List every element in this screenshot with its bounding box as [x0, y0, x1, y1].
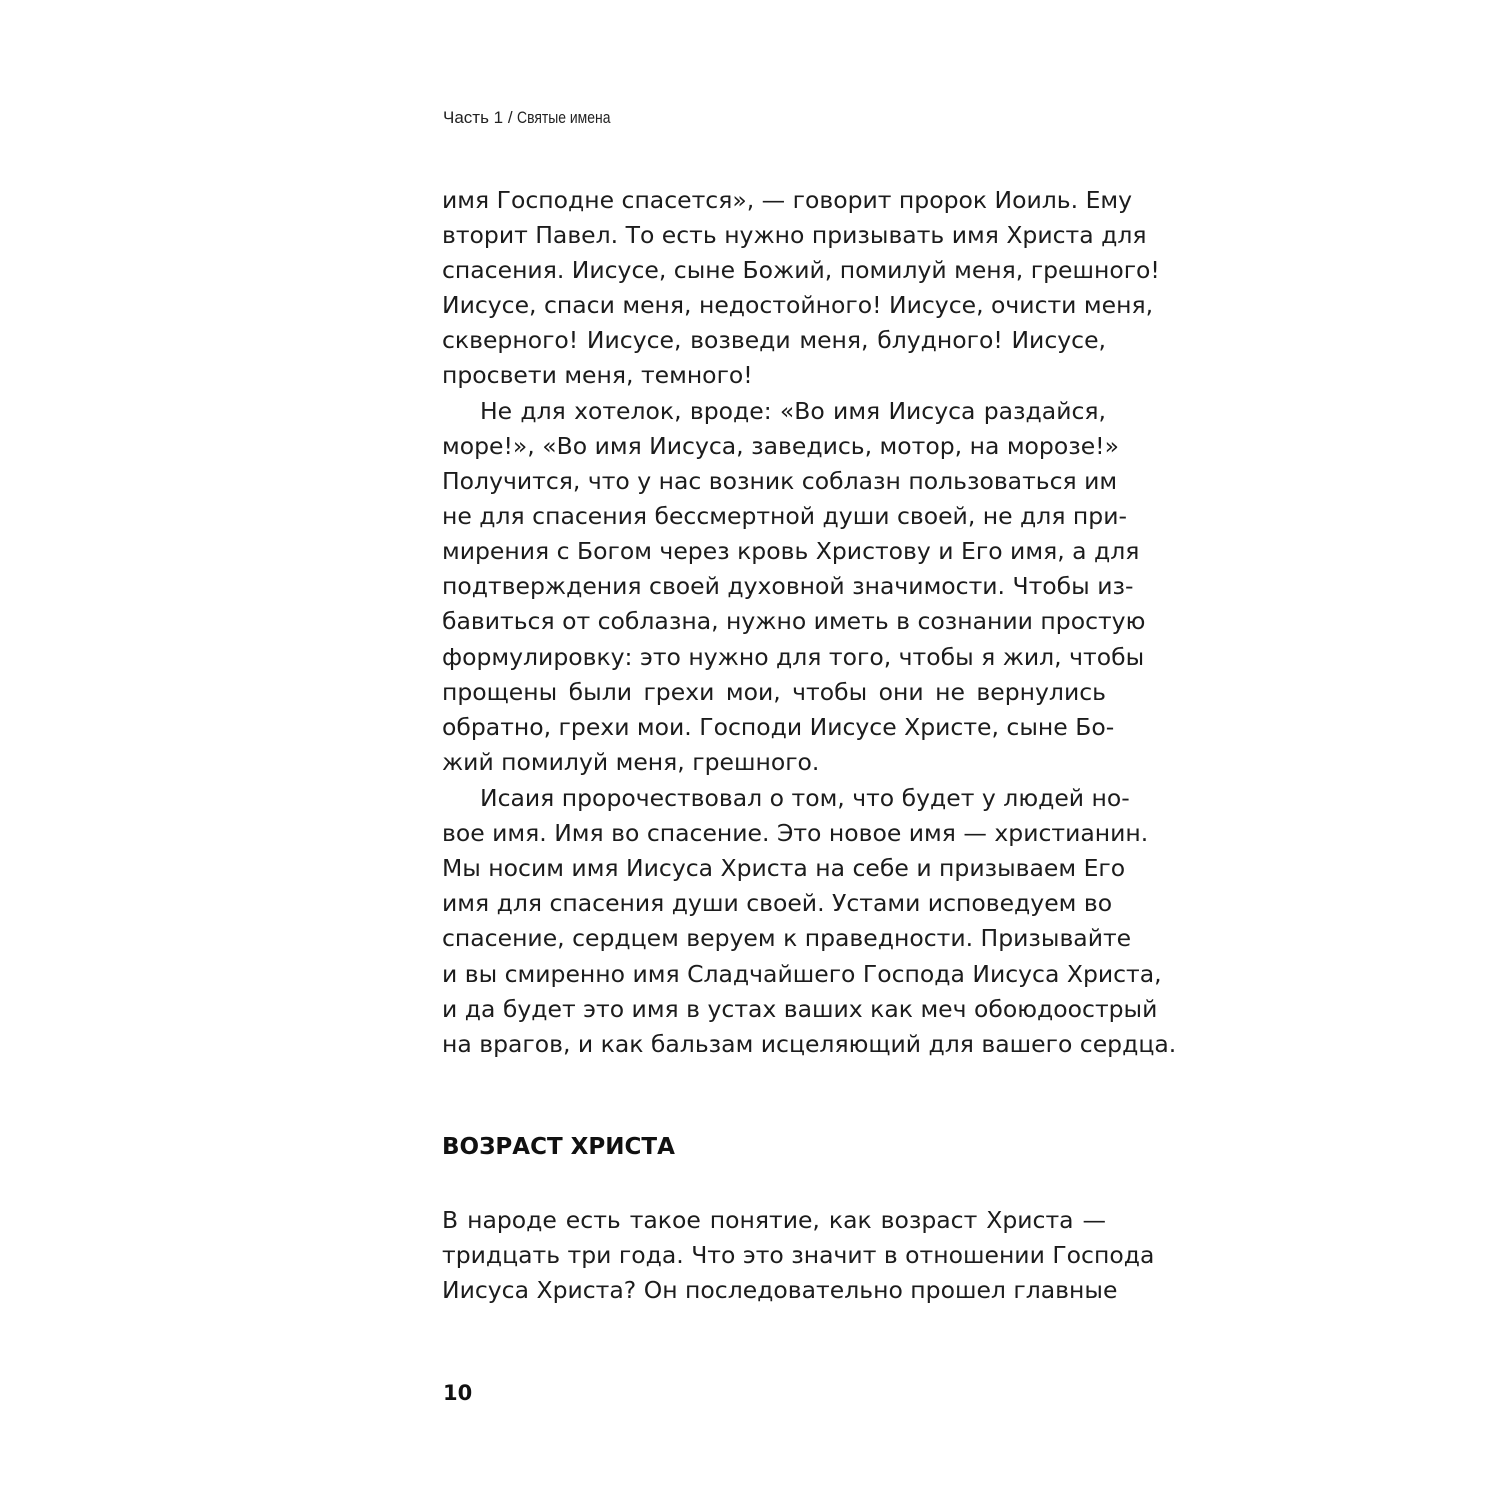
- text-line: имя для спасения души своей. Устами исповедуем во: [442, 889, 1113, 917]
- text-line: спасение, сердцем веруем к праведности. Призывайте: [442, 924, 1132, 952]
- text-line: формулировку: это нужно для того, чтобы я жил, чтобы: [442, 643, 1145, 671]
- text-line: на врагов, и как бальзам исцеляющий для вашего сердца.: [442, 1030, 1177, 1058]
- text-line: и вы смиренно имя Сладчайшего Господа Иисуса Христа,: [442, 960, 1162, 988]
- text-line: Мы носим имя Иисуса Христа на себе и призываем Его: [442, 854, 1126, 882]
- text-line: мирения с Богом через кровь Христову и Его имя, а для: [442, 537, 1140, 565]
- text-line: тридцать три года. Что это значит в отношении Господа: [442, 1241, 1155, 1269]
- text-line: скверного! Иисусе, возведи меня, блудного! Иисусе,: [442, 326, 1106, 354]
- text-line: просвети меня, темного!: [442, 361, 753, 389]
- running-head-part: Часть 1: [443, 108, 504, 127]
- text-line: море!», «Во имя Иисуса, заведись, мотор, на морозе!»: [442, 432, 1119, 460]
- text-line: обратно, грехи мои. Господи Иисусе Христе, сыне Бо-: [442, 713, 1115, 741]
- text-line: вторит Павел. То есть нужно призывать имя Христа для: [442, 221, 1147, 249]
- text-line: В народе есть такое понятие, как возраст Христа —: [442, 1206, 1106, 1234]
- text-line: Не для хотелок, вроде: «Во имя Иисуса раздайся,: [480, 397, 1106, 425]
- text-line: бавиться от соблазна, нужно иметь в сознании простую: [442, 607, 1146, 635]
- text-line: спасения. Иисусе, сыне Божий, помилуй меня, грешного!: [442, 256, 1160, 284]
- running-head: [443, 108, 631, 128]
- text-line: Получится, что у нас возник соблазн пользоваться им: [442, 467, 1118, 495]
- text-line: жий помилуй меня, грешного.: [442, 748, 820, 776]
- text-line: Иисусе, спаси меня, недостойного! Иисусе, очисти меня,: [442, 291, 1154, 319]
- text-line: Иисуса Христа? Он последовательно прошел главные: [442, 1276, 1118, 1304]
- text-line: прощены были грехи мои, чтобы они не вернулись: [442, 678, 1106, 706]
- running-head-separator: /: [503, 108, 518, 127]
- section-heading: ВОЗРАСТ ХРИСТА: [442, 1134, 675, 1160]
- text-line: имя Господне спасется», — говорит пророк Иоиль. Ему: [442, 186, 1133, 214]
- text-line: не для спасения бессмертной души своей, не для при-: [442, 502, 1127, 530]
- text-line: подтверждения своей духовной значимости. Чтобы из-: [442, 572, 1134, 600]
- text-line: вое имя. Имя во спасение. Это новое имя — христианин.: [442, 819, 1149, 847]
- page-number: 10: [443, 1381, 473, 1405]
- text-line: Исаия пророчествовал о том, что будет у людей но-: [480, 784, 1130, 812]
- running-head-section: Святые имена: [517, 108, 611, 127]
- text-line: и да будет это имя в устах ваших как меч обоюдоострый: [442, 995, 1158, 1023]
